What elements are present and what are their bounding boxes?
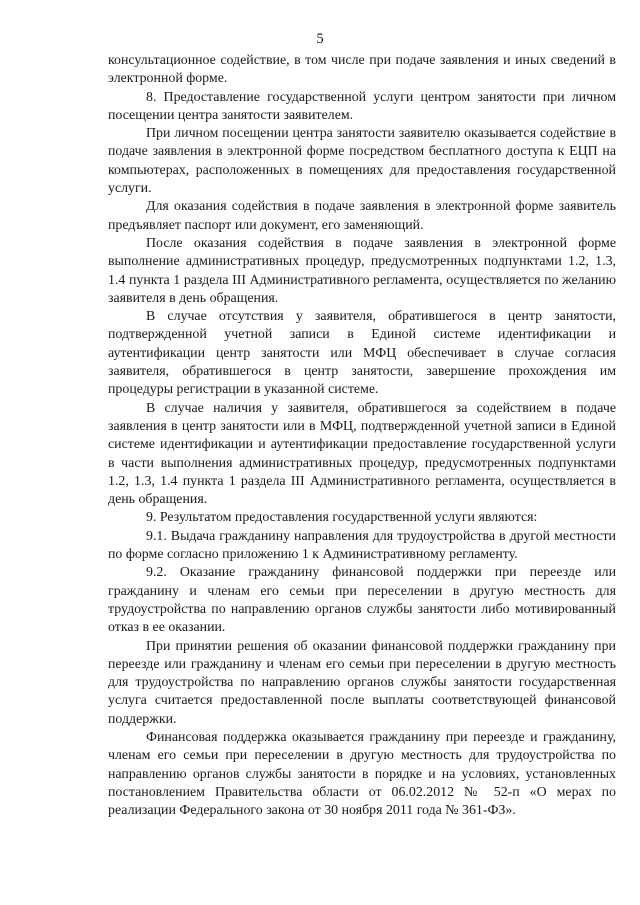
paragraph-decision: При принятии решения об оказании финансовой поддержки гражданину при переезде или гражданину и членам его семьи при переселении в другую местность для трудоустройства по направлению органов службы занятости государственная услуга считается предоставленной после выплаты соответствующей финансовой поддержки. — [108, 638, 616, 727]
paragraph-item-9-1: 9.1. Выдача гражданину направления для трудоустройства в другой местности по форме согласно приложению 1 к Административному регламенту. — [108, 528, 616, 563]
paragraph-item-9-2: 9.2. Оказание гражданину финансовой поддержки при переезде или гражданину и членам его семьи при переселении в другую местность для трудоустройства по направлению органов службы занятости либо мотивированный отказ в ее оказании. — [108, 565, 616, 636]
paragraph-financial-support: Финансовая поддержка оказывается гражданину при переезде и гражданину, членам его семьи при переселении в другую местность для трудоустройства по направлению органов службы занятости в порядке и на условиях, установленных постановлением Правительства области от 06.02.2012 № 52-п «О мерах по реализации Федерального закона от 30 ноября 2011 года № 361-ФЗ». — [108, 729, 616, 819]
paragraph-continuation: консультационное содействие, в том числе при подаче заявления и иных сведений в электронной форме. — [108, 53, 616, 87]
paragraph-item-8: 8. Предоставление государственной услуги центром занятости при личном посещении центра занятости заявителем. — [108, 89, 616, 123]
paragraph-item-9: 9. Результатом предоставления государственной услуги являются: — [146, 510, 538, 526]
paragraph-passport: Для оказания содействия в подаче заявления в электронной форме заявитель предъявляет паспорт или документ, его заменяющий. — [108, 199, 616, 233]
document-body — [108, 52, 616, 820]
paragraph-after-assistance: После оказания содействия в подаче заявления в электронной форме выполнение административных процедур, предусмотренных подпунктами 1.2, 1.3, 1.4 пункта 1 раздела III Административного регламента, осуществляется по желанию заявителя в день обращения. — [108, 235, 616, 306]
paragraph-has-account: В случае наличия у заявителя, обратившегося за содействием в подаче заявления в центр занятости или в МФЦ, подтвержденной учетной записи в Единой системе идентификации и аутентификации предоставление государственной услуги в части выполнения административных процедур, предусмотренных подпунктами 1.2, 1.3, 1.4 пункта 1 раздела III Административного регламента, осуществляется в день обращения. — [108, 400, 616, 508]
page-number: 5 — [316, 31, 324, 47]
paragraph-no-account: В случае отсутствия у заявителя, обратившегося в центр занятости, подтвержденной учетной записи в Единой системе идентификации и аутентификации центр занятости или МФЦ обеспечивает в случае согласия заявителя, обратившегося в центр занятости, завершение прохождения им процедуры регистрации в указанной системе. — [108, 309, 616, 398]
paragraph-personal-visit: При личном посещении центра занятости заявителю оказывается содействие в подаче заявления в электронной форме посредством бесплатного доступа к ЕЦП на компьютерах, расположенных в помещениях для предоставления государственной услуги. — [108, 126, 616, 197]
